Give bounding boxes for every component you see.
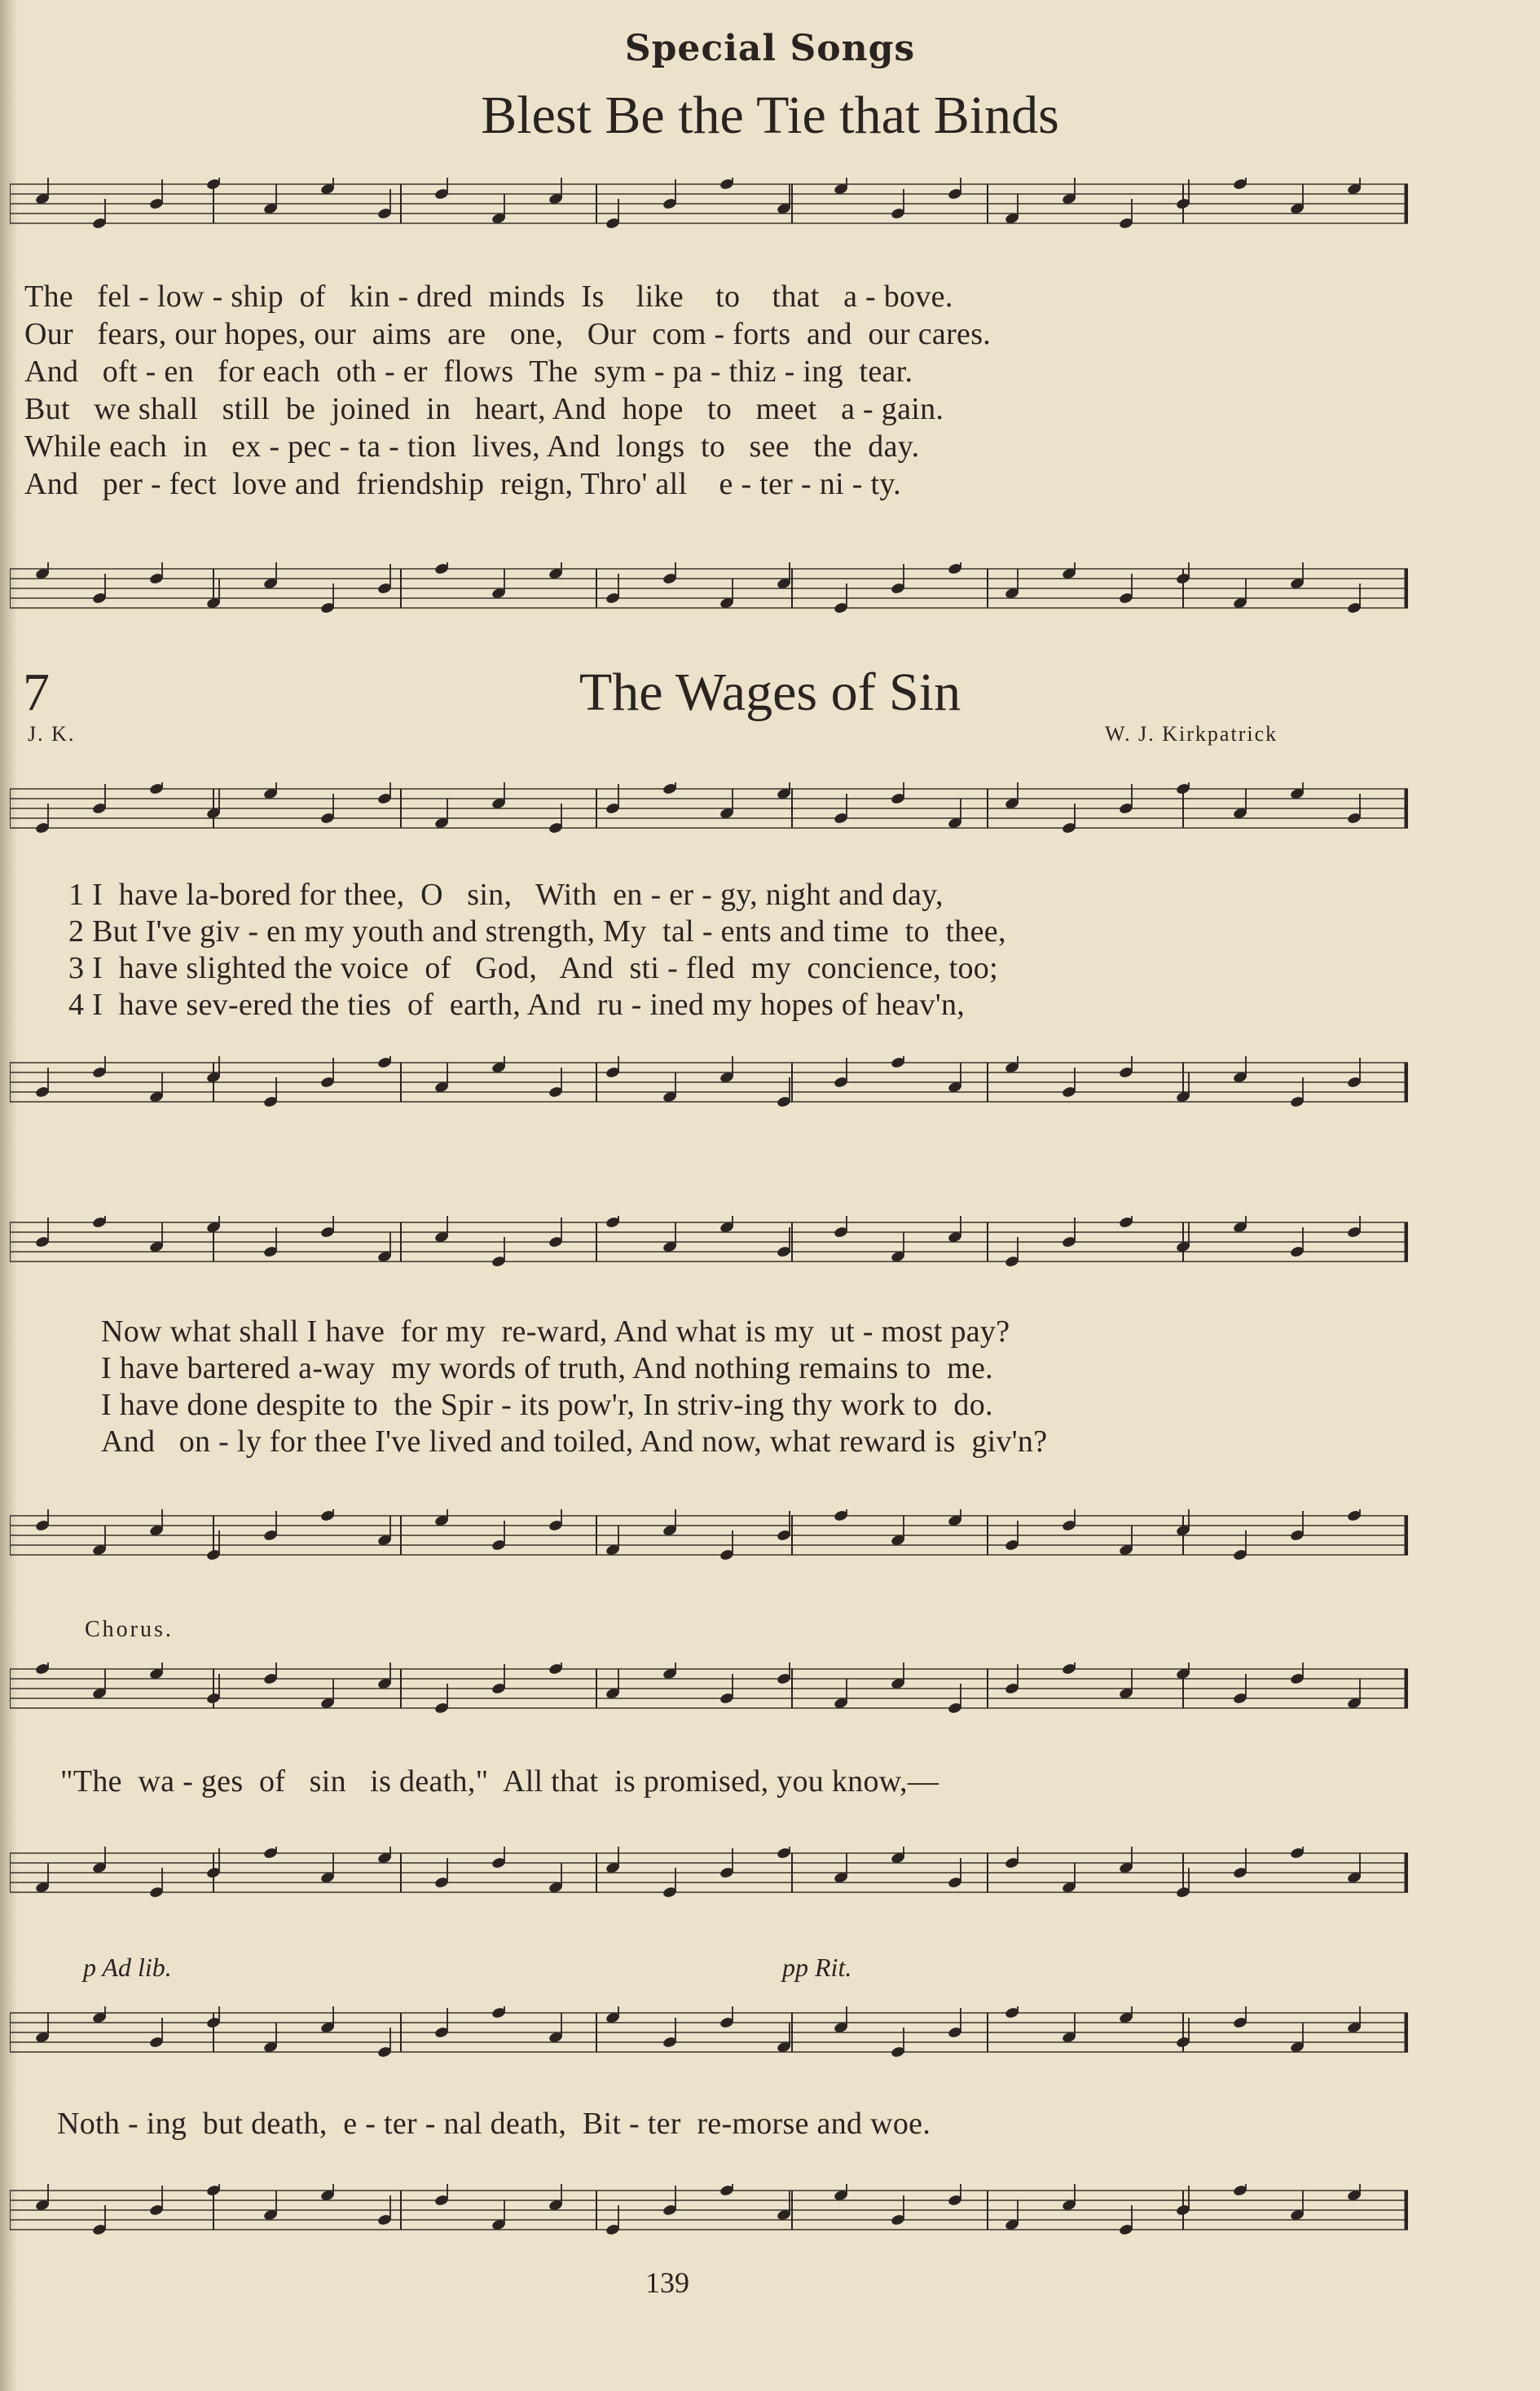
- chorus-line-2: Noth - ing but death, e - ter - nal death, Bit - ter re-morse and woe.: [57, 2107, 931, 2141]
- staff-bass-chorus2: [10, 2184, 1408, 2236]
- song-number: 7: [23, 663, 50, 722]
- song2-verse-b-2: I have bartered a-way my words of truth, And nothing remains to me.: [101, 1351, 993, 1385]
- staff-treble-system2: [10, 1216, 1408, 1268]
- staff-lines: [10, 782, 1408, 834]
- dynamic-pp-rit: pp Rit.: [782, 1953, 852, 1982]
- staff-lines: [10, 2184, 1408, 2236]
- section-header: Special Songs: [624, 28, 916, 69]
- page-number: 139: [645, 2266, 689, 2299]
- song2-verse-a-3: 3 I have slighted the voice of God, And sti - fled my concience, too;: [68, 951, 998, 985]
- staff-lines: [10, 1216, 1408, 1268]
- staff-lines: [10, 1847, 1408, 1899]
- staff-bass-system2: [10, 1509, 1408, 1561]
- song-title-wages-of-sin: The Wages of Sin: [579, 663, 961, 722]
- staff-lines: [10, 1662, 1408, 1715]
- staff-lines: [10, 1056, 1408, 1108]
- song1-verse-6: And per - fect love and friendship reign, Thro' all e - ter - ni - ty.: [24, 467, 901, 501]
- dynamic-p-ad-lib: p Ad lib.: [83, 1953, 172, 1982]
- song1-verse-1: The fel - low - ship of kin - dred minds Is like to that a - bove.: [24, 280, 953, 314]
- song2-verse-b-4: And on - ly for thee I've lived and toiled, And now, what reward is giv'n?: [101, 1424, 1048, 1459]
- author-credit: J. K.: [28, 722, 76, 746]
- song1-verse-3: And oft - en for each oth - er flows The sym - pa - thiz - ing tear.: [24, 354, 913, 389]
- staff-bass-song1: [10, 562, 1408, 614]
- song1-verse-5: While each in ex - pec - ta - tion lives, And longs to see the day.: [24, 429, 920, 464]
- staff-lines: [10, 1509, 1408, 1561]
- composer-credit: W. J. Kirkpatrick: [1105, 722, 1278, 746]
- song1-verse-4: But we shall still be joined in heart, And hope to meet a - gain.: [24, 392, 944, 426]
- staff-treble-chorus1: [10, 1662, 1408, 1715]
- song2-verse-a-1: 1 I have la-bored for thee, O sin, With en - er - gy, night and day,: [68, 878, 944, 912]
- chorus-label: Chorus.: [85, 1617, 174, 1642]
- staff-treble-system1: [10, 782, 1408, 834]
- staff-lines: [10, 2006, 1408, 2059]
- staff-bass-chorus1: [10, 1847, 1408, 1899]
- song-title-blest-be-the-tie: Blest Be the Tie that Binds: [481, 86, 1059, 145]
- staff-treble-chorus2: [10, 2006, 1408, 2059]
- song2-verse-a-4: 4 I have sev-ered the ties of earth, And ru - ined my hopes of heav'n,: [68, 988, 966, 1022]
- staff-bass-system1: [10, 1056, 1408, 1108]
- staff-treble-song1: [10, 178, 1408, 230]
- song2-verse-a-2: 2 But I've giv - en my youth and strength, My tal - ents and time to thee,: [68, 914, 1006, 949]
- song2-verse-b-1: Now what shall I have for my re-ward, And what is my ut - most pay?: [101, 1314, 1010, 1349]
- song1-verse-2: Our fears, our hopes, our aims are one, Our com - forts and our cares.: [24, 317, 992, 351]
- staff-lines: [10, 178, 1408, 230]
- song2-verse-b-3: I have done despite to the Spir - its pow'r, In striv-ing thy work to do.: [101, 1388, 993, 1422]
- chorus-line-1: "The wa - ges of sin is death," All that is promised, you know,—: [60, 1764, 939, 1799]
- staff-lines: [10, 562, 1408, 614]
